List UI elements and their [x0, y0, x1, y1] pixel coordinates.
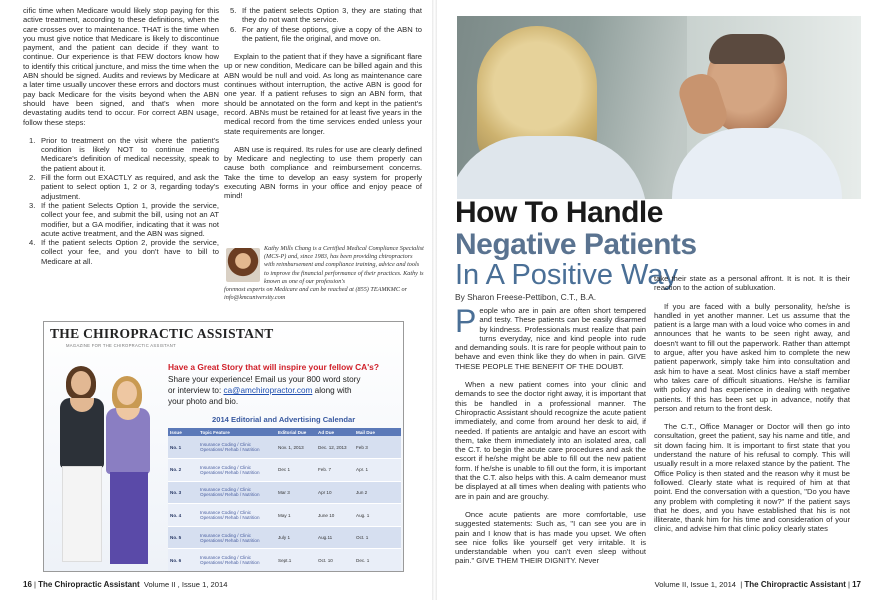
- article-title-line2: Negative Patients: [455, 228, 697, 261]
- table-cell: Feb 3: [354, 436, 401, 459]
- nurses-illustration: [58, 362, 158, 572]
- right-column-2: [654, 274, 850, 543]
- table-cell: No. 1: [168, 436, 198, 459]
- table-cell: No. 5: [168, 526, 198, 549]
- table-row: [168, 436, 401, 459]
- byline: By Sharon Freese-Pettibon, C.T., B.A.: [455, 292, 597, 302]
- body-paragraph: take their state as a personal affront. It is not. It is their reaction to the action of subluxation.: [654, 274, 850, 293]
- table-cell: No. 6: [168, 549, 198, 572]
- abn-steps-list-continued: [224, 6, 422, 43]
- ad-headline: Have a Great Story that will inspire your fellow CA's?: [168, 362, 379, 372]
- table-row: [168, 481, 401, 504]
- calendar-title: 2014 Editorial and Advertising Calendar: [212, 415, 356, 424]
- table-cell: Insurance Coding / Clinic Operations/ Rehab / Nutrition: [198, 436, 276, 459]
- table-header-row: Issue Topic Feature Editorial Due Ad Due Mail Due: [168, 428, 401, 436]
- abn-steps-list: [23, 136, 219, 266]
- step-item: 3. If the patient Selects Option 1, provide the service, collect your fee, and submit the bill, using not an AT modifier, but a GA modifier, indicating that it was not acute active treatment, and the ABN was signed.: [29, 200, 219, 238]
- table-cell: No. 2: [168, 459, 198, 482]
- table-cell: Sept.1: [276, 549, 316, 572]
- intro-paragraph: cific time when Medicare would likely stop paying for this active treatment, according to these definitions, when the care crosses over to maintenance. THAT is the time when you must give notice that Medicare is likely to discontinue payment, and the patient can decide if they want to continue. Our experience is that FEW doctors know how to identify this critical juncture, and miss the time when the ABN should be signed. Audits and reviews by Medicare at a later time usually uncover these errors and doctors must pay back Medicare for the visits beyond when the ABN should have been signed, and that's when more devastating audits tend to occur. For correct ABN usage, follow these steps:: [23, 6, 219, 127]
- table-cell: Oct. 1: [354, 526, 401, 549]
- page-gutter: [432, 0, 437, 600]
- author-photo: [226, 248, 260, 282]
- table-cell: Feb. 7: [316, 459, 354, 482]
- table-cell: Insurance Coding / Clinic Operations/ Rehab / Nutrition: [198, 459, 276, 482]
- table-row: [168, 459, 401, 482]
- left-column-2: [224, 6, 422, 210]
- drop-cap: P: [455, 303, 477, 339]
- ad-body: Share your experience! Email us your 800 word story or interview to: ca@amchiropractor.com along with your photo and bio.: [168, 375, 361, 406]
- table-cell: Dec. 12, 2013: [316, 436, 354, 459]
- table-cell: June 10: [316, 504, 354, 527]
- ad-email-link[interactable]: ca@amchiropractor.com: [223, 386, 313, 395]
- table-row: [168, 549, 401, 572]
- left-page-footer: 16 | The Chiropractic Assistant Volume II , Issue 1, 2014: [23, 580, 228, 589]
- table-cell: July 1: [276, 526, 316, 549]
- table-row: [168, 526, 401, 549]
- left-column-1: [23, 6, 219, 266]
- table-cell: Apr 10: [316, 481, 354, 504]
- ad-magazine-subtitle: MAGAZINE FOR THE CHIROPRACTIC ASSISTANT: [66, 343, 176, 348]
- table-cell: Aug.11: [316, 526, 354, 549]
- bio-text-top: Kathy Mills Chang is a Certified Medical Compliance Specialist (MCS-P) and, since 1983, has been providing chiropractors with reimbursement and compliance training, advice and tools to improve the financial performance of their practices. Kathy is known as one of our profession's: [264, 245, 424, 285]
- right-page-footer: Volume II, Issue 1, 2014 | The Chiropractic Assistant | 17: [654, 580, 861, 589]
- article-title-line3: In A Positive Way: [455, 259, 678, 291]
- body-paragraph: Explain to the patient that if they have a significant flare up or new condition, Medicare can be billed again and this ABN would be null and void. As long as maintenance care continues without interruption, the active ABN is good for one year. If a patient refuses to sign an ABN form, that should be annotated on the form and kept in the patient's record. ABNs must be retained for at least five years in the medical record from the time services ended unless your state requirements are longer.: [224, 52, 422, 136]
- lead-paragraph: People who are in pain are often short tempered and testy. These patients can be easily disarmed by kindness. Professionals must realize that pain turns everyday, nice and kind people into rude and demanding souls. It is rare for people without pain to behave and even think like they do when in pain. GIVE THESE PEOPLE THE BENEFIT OF THE DOUBT.: [455, 303, 646, 371]
- table-cell: Oct. 10: [316, 549, 354, 572]
- body-paragraph: ABN use is required. Its rules for use are clearly defined by Medicare and neglecting to use them properly can cause both compliance and reimbursement concerns. Take the time to develop an easy system for properly executing ABN forms in your office and enjoy peace of mind!: [224, 144, 422, 201]
- table-cell: Apr. 1: [354, 459, 401, 482]
- table-cell: Nov. 1, 2013: [276, 436, 316, 459]
- table-row: [168, 504, 401, 527]
- right-column-1: [455, 303, 646, 575]
- article-photo: [457, 16, 861, 199]
- table-cell: No. 4: [168, 504, 198, 527]
- table-cell: Dec 1: [276, 459, 316, 482]
- body-paragraph: If you are faced with a bully personality, he/she is handled in yet another manner. Let us assume that the patient is a large man with a loud voice who comes in and announces that he wants to be seen right away, and doesn't want to fill out the paperwork. Rather than attempt to argue, after you have asked him to complete the new patient paperwork, simply take him into consultation and ask him to have a seat. Most clinics have a staff member who takes care of difficult situations. He/she is familiar with policy and has experience in dealing with negative patients. If this has been set up in advance, notify that person and return to the front desk.: [654, 301, 850, 413]
- step-item: 6. For any of these options, give a copy of the ABN to the patient, file the original, and move on.: [230, 24, 422, 43]
- step-item: 1. Prior to treatment on the visit where the patient's condition is likely NOT to continue meeting Medicare's definition of medical necessity, speak to the patient about it.: [29, 135, 219, 173]
- table-cell: Insurance Coding / Clinic Operations/ Rehab / Nutrition: [198, 526, 276, 549]
- body-paragraph: When a new patient comes into your clinic and demands to see the doctor right away, it is important that this be handled in a professional manner. The Chiropractic Assistant should recognize the acute patient immediately, and come from around her desk to aid, if needed. If patients are antalgic and have an escort with them, take them immediately into an isolated area, call the C.T. to begin the acute care procedures and ask the escort if he/she might be able to fill out the new patient form. If he/she is unable to fill out the form, it is important that the C.T. also helps with this. A calm demeanor must be displayed at all times when dealing with patients who are in pain and are grouchy.: [455, 380, 646, 501]
- body-paragraph: Once acute patients are more comfortable, use suggested statements: Such as, "I can see you are in pain and I know that is has made you upset. We often see nice folks like yourself get very irritable. It is understandable when you can't even sleep without pain." GIVE THEM THEIR DIGNITY. Never: [455, 509, 646, 566]
- table-cell: Insurance Coding / Clinic Operations/ Rehab / Nutrition: [198, 481, 276, 504]
- table-cell: Mar 3: [276, 481, 316, 504]
- table-cell: Insurance Coding / Clinic Operations/ Rehab / Nutrition: [198, 504, 276, 527]
- article-title-line1: How To Handle: [455, 196, 663, 229]
- author-bio: [224, 245, 424, 317]
- table-cell: No. 3: [168, 481, 198, 504]
- table-cell: May 1: [276, 504, 316, 527]
- ad-magazine-title: THE CHIROPRACTIC ASSISTANT: [50, 326, 274, 341]
- advertisement: [43, 321, 404, 572]
- bio-text-bottom: foremost experts on Medicare and can be reached at (855) TEAMKMC or info@kmcuniversity.com: [224, 286, 408, 302]
- table-cell: Aug. 1: [354, 504, 401, 527]
- editorial-calendar-table: [168, 428, 401, 572]
- step-item: 4. If the patient selects Option 2, provide the service, collect your fee, and you don't have to bill to Medicare at all.: [29, 238, 219, 266]
- table-cell: Jun 2: [354, 481, 401, 504]
- table-cell: Dec. 1: [354, 549, 401, 572]
- step-item: 2. Fill the form out EXACTLY as required, and ask the patient to select option 1, 2 or 3, regarding today's adjustment.: [29, 173, 219, 201]
- table-cell: Insurance Coding / Clinic Operations/ Rehab / Nutrition: [198, 549, 276, 572]
- body-paragraph: The C.T., Office Manager or Doctor will then go into consultation, greet the patient, say his name and title, and sit down facing him. It is important to first state that you understand the nature of his refusal to comply. This will usually result in a more relaxed stance by the patient. The Office Policy is then stated and the reason why it must be followed. Clearly state what is required of him at that point. End the conversation with a question, "Do you have any problem with completing it now?" If the patient says that he does, and you have established that his is not illiterate, thank him for his time and consideration of your clinic, and advise him that clinic policy clearly states: [654, 422, 850, 534]
- step-item: 5. If the patient selects Option 3, they are stating that they do not want the service.: [230, 6, 422, 25]
